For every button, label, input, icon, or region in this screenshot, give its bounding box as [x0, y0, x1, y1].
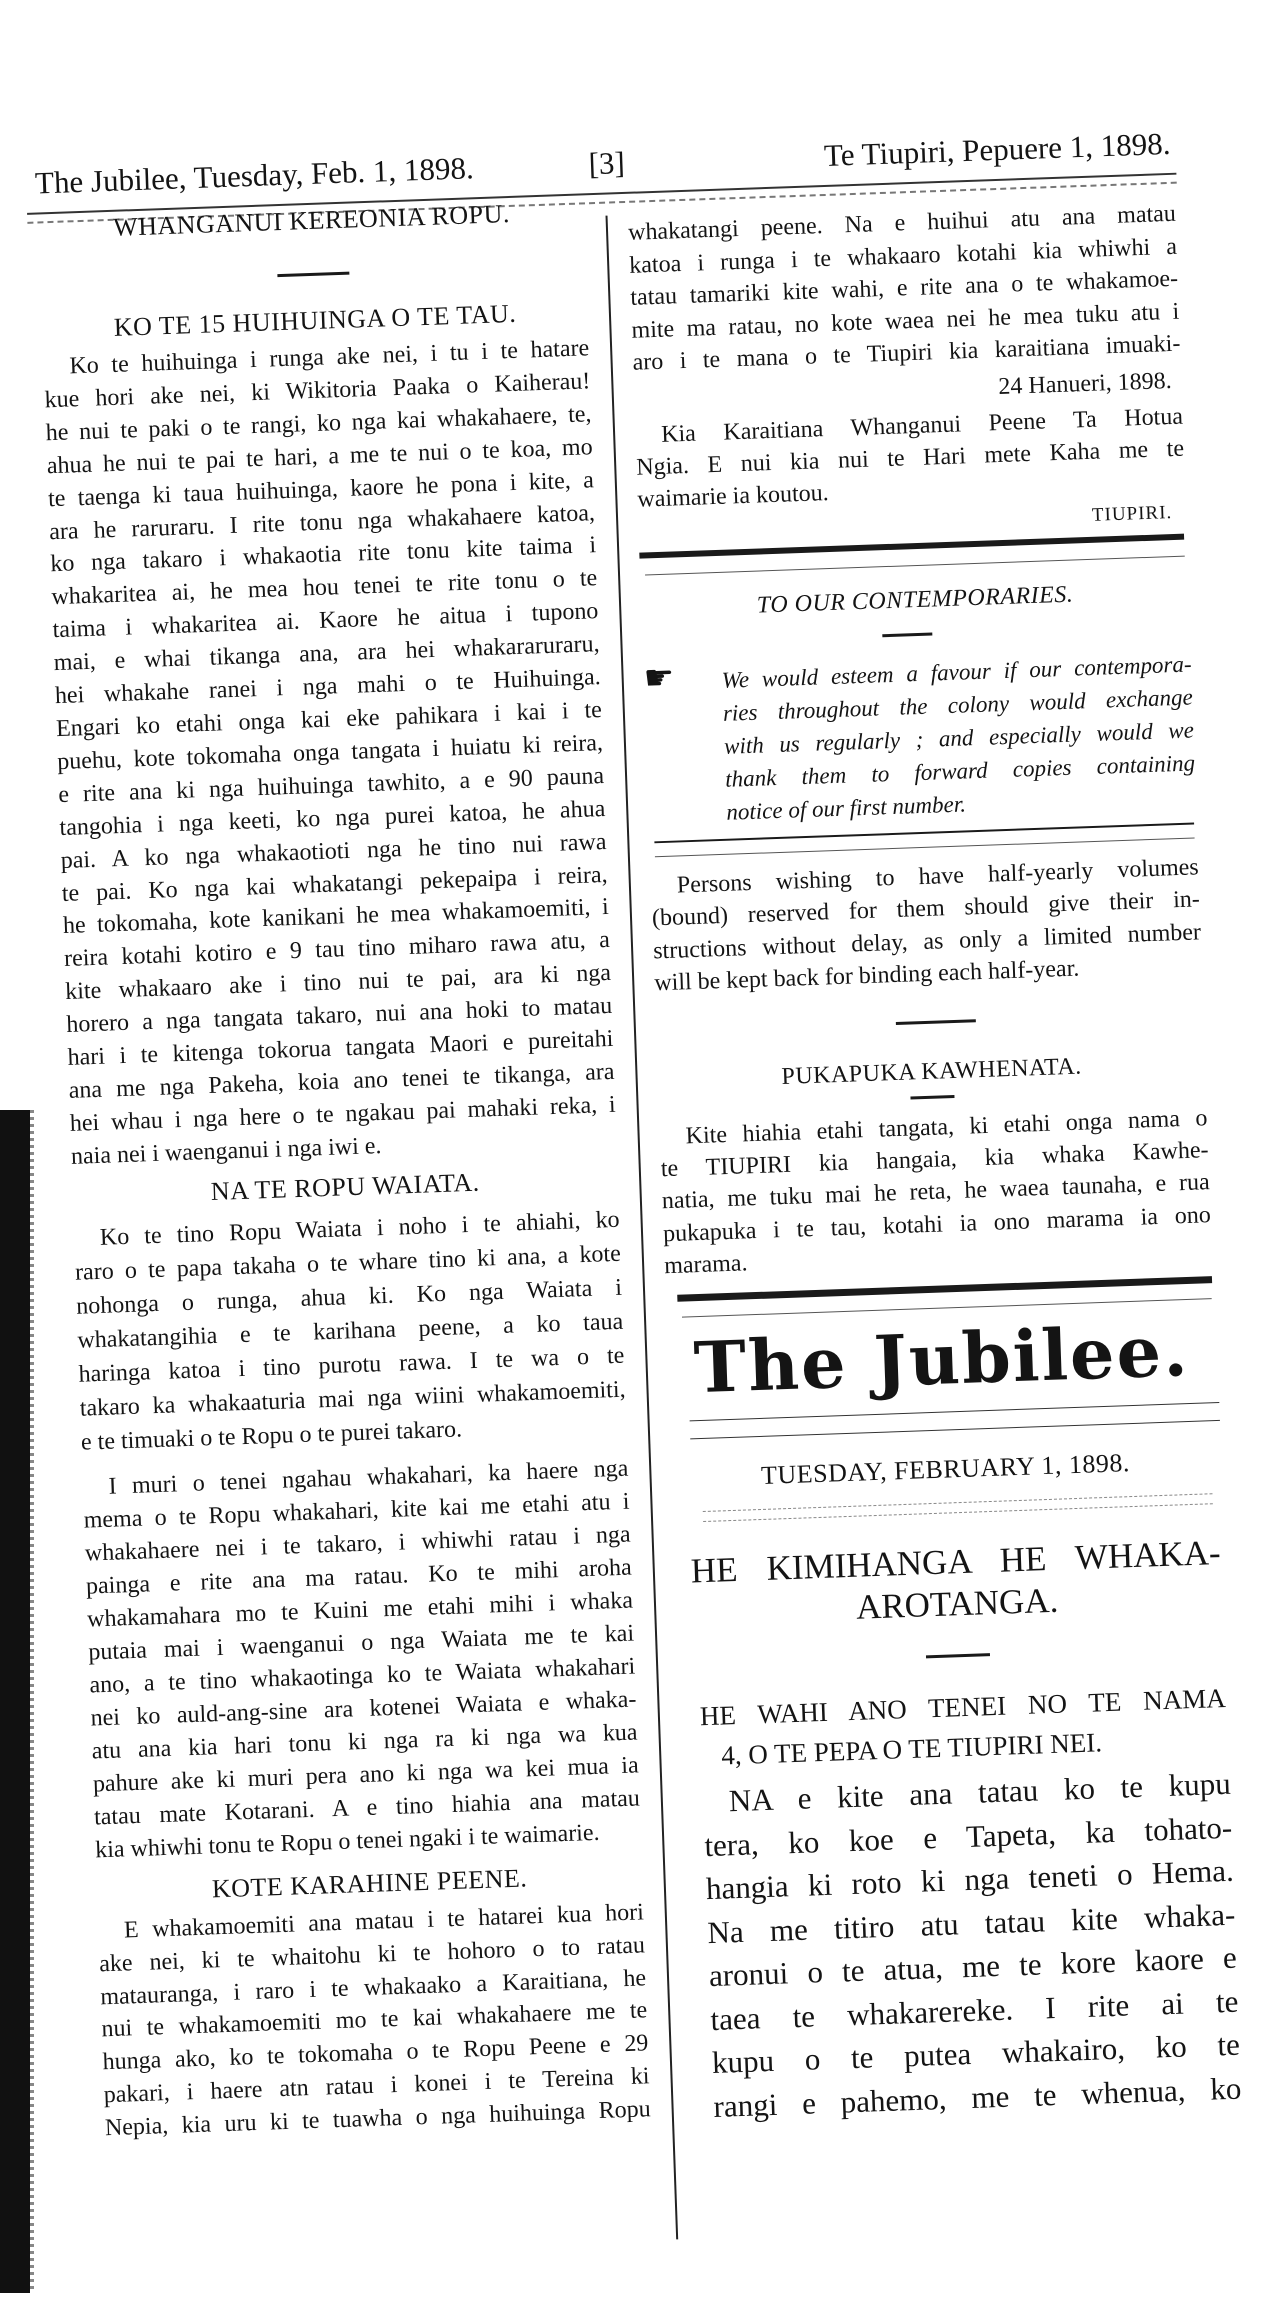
editorial-subtitle-line: 4, O TE PEPA O TE TIUPIRI NEI. [720, 1727, 1103, 1771]
article-title: WHANGANUI KEREONIA ROPU. [112, 198, 511, 242]
text-line: taima i whakaritea ai. Kaore he aitua i tupono [52, 598, 599, 644]
text-line: pai. A ko nga whakaotioti nga he tino nui rawa [60, 828, 607, 874]
text-line: aro i te mana o te Tiupiri kia karaitiana imuaki- [632, 330, 1181, 376]
paragraph [82, 1453, 641, 1868]
section-rule-thin [645, 556, 1185, 576]
text-line: kue hori ake nei, ki Wikitoria Paaka o Kaiherau! [44, 368, 591, 414]
text-line: ries throughout the colony would exchange [722, 684, 1194, 726]
text-line: ana me nga Pakeha, koia ano tenei te tikanga, ara [68, 1058, 615, 1104]
text-line: whakatangihia e te karihana peene, a ko taua [77, 1308, 624, 1354]
text-line: Persons wishing to have half-yearly volumes [676, 854, 1200, 899]
signature: TIUPIRI. [1091, 502, 1173, 526]
text-line: natia, me tuku mai he reta, he waea taunaha, e rua [661, 1169, 1211, 1215]
text-line: tatau tamariki kite wahi, e rite ana o te whakamoe- [629, 265, 1179, 311]
editorial-title [690, 1532, 1223, 1634]
text-line: ko nga takaro i whakaotia rite tonu kite taima i [49, 532, 597, 578]
text-line: hunga ako, ko te tokomaha o te Ropu Peene e 29 [102, 2030, 649, 2076]
text-line: mai, e whai tikanga ana, ara hei whakararuraru, [53, 631, 600, 677]
text-line: waimarie ia koutou. [636, 480, 830, 513]
article-subtitle: KO TE 15 HUIHUINGA O TE TAU. [113, 298, 517, 342]
text-line: We would esteem a favour if our contempora- [721, 651, 1192, 693]
text-line: he nui te paki o te rangi, ko nga kai whakahaere, te, [45, 401, 592, 447]
title-rule [910, 1095, 954, 1100]
text-line: tera, ko koe e Tapeta, ka tohato- [703, 1809, 1233, 1863]
text-line: Na me titiro atu tatau kite whaka- [706, 1896, 1236, 1950]
section-heading: NA TE ROPU WAIATA. [210, 1167, 481, 1206]
text-line: will be kept back for binding each half-year. [653, 955, 1080, 997]
text-line: te pai. Ko nga kai whakatangi pekepaipa i reira, [61, 861, 608, 907]
text-line: nui te whakamoemiti mo te kai whakahaere me te [101, 1997, 648, 2043]
text-line: putaia mai i waenganui o nga Waiata me te kai [87, 1620, 635, 1666]
text-line: Kia Karaitiana Whanganui Peene Ta Hotua [660, 403, 1184, 448]
editorial-subtitle-line: HE WAHI ANO TENEI NO TE NAMA [699, 1682, 1227, 1732]
masthead-logo: The Jubilee. [692, 1308, 1191, 1410]
title-rule [882, 632, 932, 637]
text-line: Nepia, kia uru ki te tuawha o nga huihuinga Ropu [104, 2096, 652, 2142]
editorial-subtitle [699, 1678, 1227, 1776]
text-line: te TIUPIRI kia hangaia, kia whaka Kawhe- [660, 1137, 1209, 1183]
text-line: ake nei, ki te whaitohu ki te hohoro o to ratau [98, 1932, 646, 1978]
paragraph [628, 198, 1181, 380]
text-line: Ko te huihuinga i runga ake nei, i tu i te hatare [68, 335, 590, 380]
text-line: whakahaere nei i te takaro, i whiwhi ratau i nga [84, 1521, 632, 1567]
text-line: kite whakaaro ake i tino nui te pai, ara ki nga [64, 960, 612, 1006]
text-line: nohonga o runga, ahua ki. Ko nga Waiata i [75, 1274, 623, 1320]
text-line: pukapuka i te tau, kotahi ia ono marama ia ono [662, 1201, 1212, 1247]
text-line: tangohia i nga keeti, ko nga purei katoa, he ahua [59, 795, 606, 841]
section-rule-short [896, 1019, 976, 1025]
text-line: horero a nga tangata takaro, nui ana hoki to matau [65, 993, 613, 1039]
text-line: (bound) reserved for them should give their in- [651, 886, 1201, 932]
text-line: Ko te tino Ropu Waiata i noho i te ahiahi, ko [99, 1206, 621, 1251]
text-line: thank them to forward copies containing [724, 750, 1196, 792]
title-rule [277, 272, 349, 278]
text-line: kia whiwhi tonu te Ropu o tenei ngaki i te waimarie. [94, 1819, 600, 1864]
text-line: hari i te kitenga tokorua tangata Maori e pureitahi [67, 1025, 614, 1071]
text-line: I muri o tenei ngahau whakahari, ka haere nga [108, 1455, 629, 1500]
issue-date: TUESDAY, FEBRUARY 1, 1898. [760, 1448, 1131, 1490]
text-line: with us regularly ; and especially would we [723, 717, 1195, 759]
text-line: Kite hiahia etahi tangata, ki etahi onga nama o [685, 1105, 1208, 1150]
text-line: haringa katoa i tino purotu rawa. I te wa o te [78, 1342, 625, 1388]
text-line: mema o te Ropu whakahari, kite kai me etahi atu i [83, 1488, 630, 1534]
text-line: whakatangi peene. Na e huihui atu ana matau [627, 200, 1177, 246]
text-line: Engari ko etahi onga kai eke pahikara i kai i te [55, 697, 603, 743]
paragraph [650, 851, 1202, 999]
text-line: e rite ana ki nga huihuinga tawhito, a e 90 pauna [57, 762, 605, 808]
text-line: Ngia. E nui kia nui te Hari mete Kaha me te [635, 435, 1185, 481]
text-line: he tokomaha, kote kanikani he mea whakamoemiti, i [62, 894, 610, 940]
text-line: reira kotahi kotiro e 9 tau tino miharo rawa atu, a [63, 927, 611, 973]
text-line: NA e kite ana tatau ko te kupu [728, 1765, 1232, 1819]
text-line: ano, a te tino whakaotinga ko te Waiata whakahari [89, 1653, 636, 1699]
text-line: rangi e pahemo, me te whenua, ko [712, 2070, 1242, 2124]
text-line: pahure ake ki muri pera ano ki nga wa kei mua ia [92, 1752, 640, 1798]
text-line: aronui o te atua, me te kore kaore e [708, 1939, 1238, 1994]
text-line: katoa i runga i te whakaaro kotahi kia whiwhi a [628, 233, 1178, 279]
date-rule [703, 1493, 1213, 1512]
text-line: mite ma ratau, no kote waea nei he mea tuku atu i [631, 298, 1180, 344]
text-line: e te timuaki o te Ropu o te purei takaro. [80, 1416, 463, 1456]
paragraph [659, 1102, 1212, 1282]
text-line: atu ana kia hari tonu ki nga ra ki nga wa kua [91, 1719, 638, 1765]
page-number: [3] [587, 144, 626, 182]
text-line: ahua he nui te pai te hari, a me te nui o te koa, mo [46, 433, 594, 479]
text-line: notice of our first number. [725, 791, 967, 825]
text-line: structions without delay, as only a limited number [652, 918, 1202, 965]
paragraph [635, 401, 1186, 516]
text-line: raro o te papa takaha o te whare tino ki ana, a kote [74, 1240, 622, 1286]
date-rule [703, 1503, 1213, 1522]
text-line: matauranga, i raro i te whakaako a Karaitiana, he [99, 1964, 647, 2010]
paragraph [98, 1896, 652, 2144]
text-line: nei ko auld-ang-sine ara kotenei Waiata e whaka- [90, 1686, 637, 1732]
notice-title: TO OUR CONTEMPORARIES. [756, 581, 1074, 619]
text-line: whakamahara mo te Kuini me etahi mihi i whaka [86, 1587, 634, 1633]
text-line: tatau mate Kotarani. A e tino hiahia ana matau [93, 1785, 641, 1831]
notice-text [721, 647, 1196, 828]
masthead-rule [690, 1420, 1220, 1439]
text-line: puehu, kote tokomaha onga tangata i huiatu ki reira, [56, 729, 604, 775]
text-line: painga e rite ana ma ratau. Ko te mihi aroha [85, 1554, 633, 1600]
editorial-body [702, 1762, 1242, 2128]
text-line: hei whakahe ranei i nga mahi o te Huihuinga. [54, 664, 602, 710]
pointing-hand-icon: ☛ [642, 657, 675, 699]
text-line: marama. [663, 1250, 748, 1280]
masthead-rule-thick [677, 1276, 1212, 1302]
editorial-title-line: AROTANGA. [855, 1580, 1059, 1627]
text-line: taea te whakarereke. I rite ai te [709, 1983, 1239, 2037]
text-line: whakaritea ai, he mea hou tenei te rite tonu o te [51, 565, 598, 611]
section-heading: KOTE KARAHINE PEENE. [211, 1863, 528, 1904]
dateline: 24 Hanueri, 1898. [997, 367, 1173, 401]
text-line: takaro ka whakaaturia mai nga wiini whakamoemiti, [79, 1376, 626, 1422]
running-header-english: The Jubilee, Tuesday, Feb. 1, 1898. [34, 150, 475, 201]
text-line: hei whau i nga here o te ngakau pai mahaki reka, i [69, 1091, 616, 1137]
text-line: te taenga ki taua huihuinga, kaore he pona i kite, a [47, 466, 595, 512]
editorial-title-line: HE KIMIHANGA HE WHAKA- [690, 1532, 1222, 1591]
text-line: E whakamoemiti ana matau i te hatarei kua hori [123, 1899, 645, 1944]
paragraph [73, 1203, 627, 1460]
paragraph [43, 332, 617, 1173]
text-line: naia nei i waenganui i nga iwi e. [70, 1132, 382, 1170]
text-line: pakari, i haere atn ratau i konei i te Tereina ki [103, 2063, 650, 2109]
title-rule [926, 1653, 990, 1658]
text-line: ara he raruraru. I rite tonu nga whakahaere katoa, [48, 499, 596, 545]
running-header-maori: Te Tiupiri, Pepuere 1, 1898. [823, 125, 1171, 173]
section-heading: PUKAPUKA KAWHENATA. [781, 1053, 1083, 1091]
text-line: hangia ki roto ki nga teneti o Hema. [705, 1852, 1235, 1907]
text-line: kupu o te putea whakairo, ko te [711, 2026, 1241, 2081]
